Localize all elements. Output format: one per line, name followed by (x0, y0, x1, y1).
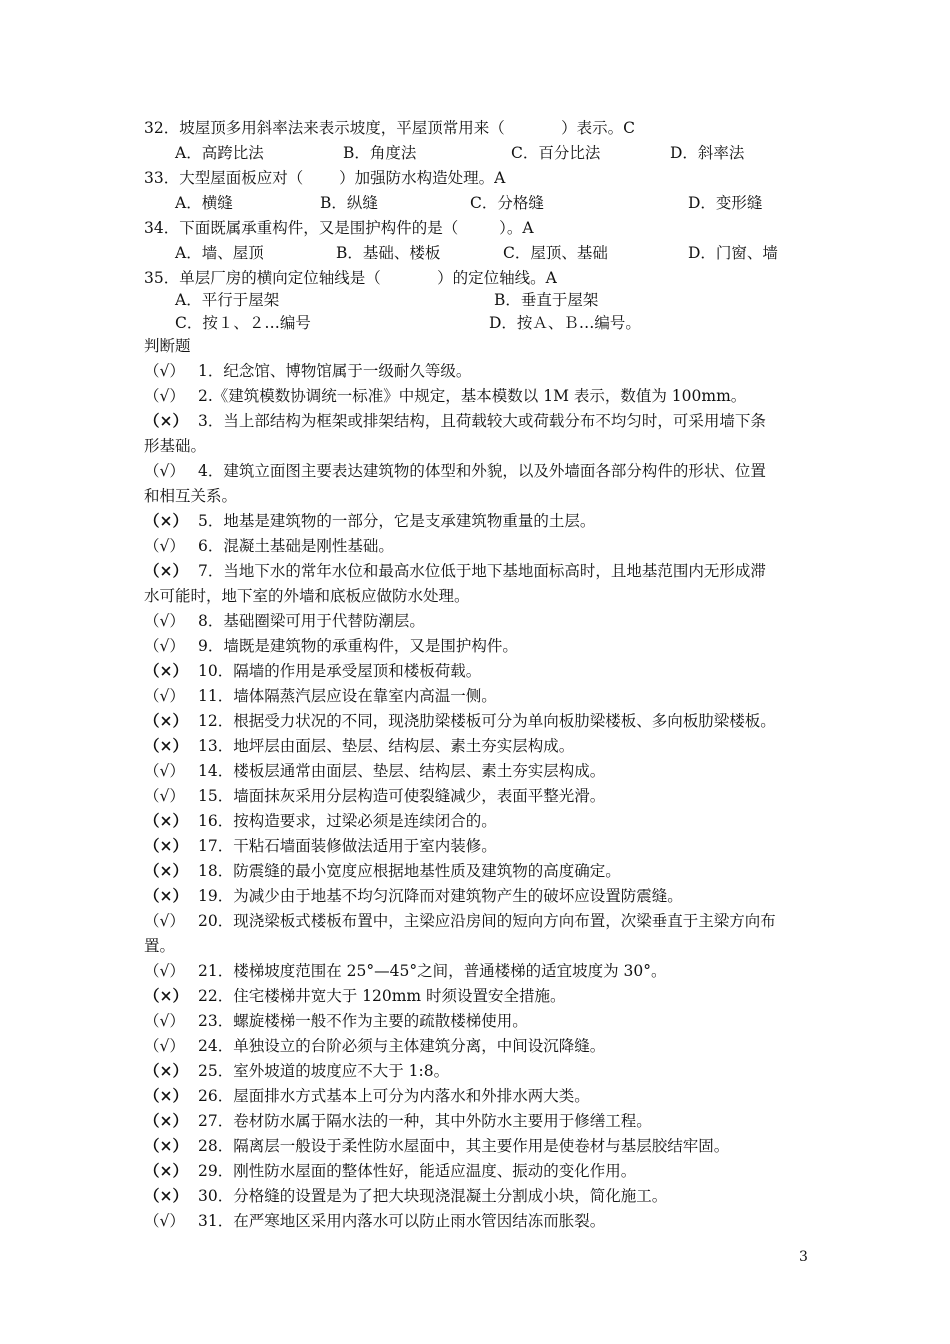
answer-mark: （×） (144, 886, 188, 905)
question-35-option-a: A．平行于屋架 (175, 291, 280, 309)
true-false-item (144, 1086, 590, 1106)
answer-mark: （√） (144, 1012, 185, 1030)
statement-text: 3．当上部结构为框架或排架结构，且荷载较大或荷载分布不均匀时，可采用墙下条 (198, 412, 766, 430)
question-35-option-d: D．按Ａ、Ｂ…编号。 (489, 314, 641, 332)
answer-mark: （×） (144, 1136, 188, 1155)
statement-text: 17．干粘石墙面装修做法适用于室内装修。 (198, 837, 497, 855)
true-false-item (144, 1186, 667, 1206)
true-false-continuation (144, 586, 470, 606)
true-false-item (144, 761, 605, 781)
statement-text: 11．墙体隔蒸汽层应设在靠室内高温一侧。 (198, 687, 497, 705)
section-heading-true-false: 判断题 (144, 337, 191, 355)
answer-mark: （√） (144, 912, 185, 930)
statement-text: 20．现浇梁板式楼板布置中，主梁应沿房间的短向方向布置，次梁垂直于主梁方向布 (198, 912, 776, 930)
statement-text: 31．在严寒地区采用内落水可以防止雨水管因结冻而胀裂。 (198, 1212, 606, 1230)
answer-mark: （√） (144, 362, 185, 380)
statement-text: 24．单独设立的台阶必须与主体建筑分离，中间设沉降缝。 (198, 1037, 606, 1055)
true-false-item (144, 1061, 449, 1081)
question-32-stem: 32．坡屋顶多用斜率法来表示坡度，平屋顶常用来（ ）表示。C (144, 119, 635, 137)
true-false-item (144, 611, 425, 631)
statement-text: 22．住宅楼梯井宽大于 120mm 时须设置安全措施。 (198, 987, 566, 1005)
statement-text: 19．为减少由于地基不均匀沉降而对建筑物产生的破坏应设置防震缝。 (198, 887, 683, 905)
question-35-stem: 35．单层厂房的横向定位轴线是（ ）的定位轴线。A (144, 269, 557, 287)
statement-text: 置。 (144, 937, 176, 955)
answer-mark: （×） (144, 1186, 188, 1205)
answer-mark: （×） (144, 411, 188, 430)
true-false-continuation (144, 486, 237, 506)
answer-mark: （×） (144, 736, 188, 755)
statement-text: 21．楼梯坡度范围在 25°—45°之间，普通楼梯的适宜坡度为 30°。 (198, 962, 667, 980)
answer-mark: （√） (144, 537, 185, 555)
statement-text: 2.《建筑模数协调统一标准》中规定，基本模数以 1M 表示，数值为 100mm。 (198, 387, 747, 405)
true-false-continuation (144, 936, 175, 956)
answer-mark: （×） (144, 561, 188, 580)
statement-text: 12．根据受力状况的不同，现浇肋梁楼板可分为单向板肋梁楼板、多向板肋梁楼板。 (198, 712, 776, 730)
statement-text: 27．卷材防水属于隔水法的一种，其中外防水主要用于修缮工程。 (198, 1112, 652, 1130)
true-false-item (144, 386, 746, 406)
statement-text: 6．混凝土基础是刚性基础。 (198, 537, 394, 555)
answer-mark: （×） (144, 1161, 188, 1180)
question-32-option-a: A．高跨比法 (175, 144, 264, 162)
answer-mark: （×） (144, 511, 188, 530)
question-34-stem: 34．下面既属承重构件，又是围护构件的是（ ）。A (144, 219, 534, 237)
true-false-item (144, 986, 566, 1006)
true-false-item (144, 711, 776, 731)
question-35-option-c: C．按１、２…编号 (175, 314, 311, 332)
true-false-item (144, 961, 667, 981)
answer-mark: （×） (144, 1111, 188, 1130)
true-false-item (144, 636, 518, 656)
answer-mark: （×） (144, 861, 188, 880)
true-false-item (144, 1111, 652, 1131)
statement-text: 和相互关系。 (144, 487, 238, 505)
question-33-stem: 33．大型屋面板应对（ ）加强防水构造处理。A (144, 169, 506, 187)
answer-mark: （×） (144, 1061, 188, 1080)
statement-text: 9．墙既是建筑物的承重构件，又是围护构件。 (198, 637, 518, 655)
true-false-item (144, 811, 497, 831)
statement-text: 水可能时，地下室的外墙和底板应做防水处理。 (144, 587, 470, 605)
answer-mark: （√） (144, 387, 185, 405)
true-false-item (144, 786, 605, 806)
true-false-item (144, 661, 481, 681)
true-false-item (144, 686, 497, 706)
question-34-option-b: B．基础、楼板 (336, 244, 441, 262)
statement-text: 10．隔墙的作用是承受屋顶和楼板荷载。 (198, 662, 482, 680)
question-33-option-d: D．变形缝 (688, 194, 763, 212)
question-35-option-b: B．垂直于屋架 (494, 291, 599, 309)
true-false-item (144, 1136, 729, 1156)
answer-mark: （×） (144, 836, 188, 855)
answer-mark: （√） (144, 1037, 185, 1055)
true-false-item (144, 886, 683, 906)
question-32-option-c: C．百分比法 (511, 144, 601, 162)
statement-text: 4．建筑立面图主要表达建筑物的体型和外貌，以及外墙面各部分构件的形状、位置 (198, 462, 766, 480)
true-false-item (144, 1161, 636, 1181)
statement-text: 1．纪念馆、博物馆属于一级耐久等级。 (198, 362, 472, 380)
statement-text: 28．隔离层一般设于柔性防水屋面中，其主要作用是使卷材与基层胶结牢固。 (198, 1137, 730, 1155)
true-false-item (144, 836, 497, 856)
question-33-option-b: B．纵缝 (320, 194, 378, 212)
true-false-item (144, 561, 766, 581)
answer-mark: （√） (144, 787, 185, 805)
page-number: 3 (799, 1249, 808, 1265)
statement-text: 30．分格缝的设置是为了把大块现浇混凝土分割成小块，简化施工。 (198, 1187, 668, 1205)
statement-text: 13．地坪层由面层、垫层、结构层、素土夯实层构成。 (198, 737, 575, 755)
statement-text: 7．当地下水的常年水位和最高水位低于地下基地面标高时，且地基范围内无形成滞 (198, 562, 766, 580)
answer-mark: （√） (144, 687, 185, 705)
question-33-option-a: A．横缝 (175, 194, 233, 212)
statement-text: 15．墙面抹灰采用分层构造可使裂缝减少，表面平整光滑。 (198, 787, 606, 805)
true-false-item (144, 1211, 605, 1231)
question-32-option-d: D．斜率法 (670, 144, 745, 162)
answer-mark: （×） (144, 1086, 188, 1105)
true-false-item (144, 736, 574, 756)
statement-text: 16．按构造要求，过梁必须是连续闭合的。 (198, 812, 497, 830)
question-34-option-d: D．门窗、墙 (688, 244, 778, 262)
answer-mark: （√） (144, 462, 185, 480)
true-false-item (144, 536, 394, 556)
answer-mark: （√） (144, 637, 185, 655)
statement-text: 18．防震缝的最小宽度应根据地基性质及建筑物的高度确定。 (198, 862, 621, 880)
answer-mark: （×） (144, 986, 188, 1005)
true-false-continuation (144, 436, 206, 456)
question-33-option-c: C．分格缝 (470, 194, 544, 212)
answer-mark: （×） (144, 811, 188, 830)
true-false-item (144, 511, 595, 531)
true-false-item (144, 411, 766, 431)
statement-text: 23．螺旋楼梯一般不作为主要的疏散楼梯使用。 (198, 1012, 528, 1030)
statement-text: 8．基础圈梁可用于代替防潮层。 (198, 612, 425, 630)
true-false-item (144, 861, 621, 881)
answer-mark: （×） (144, 711, 188, 730)
statement-text: 25．室外坡道的坡度应不大于 1:8。 (198, 1062, 450, 1080)
true-false-item (144, 361, 471, 381)
answer-mark: （√） (144, 962, 185, 980)
answer-mark: （×） (144, 661, 188, 680)
statement-text: 5．地基是建筑物的一部分，它是支承建筑物重量的土层。 (198, 512, 596, 530)
answer-mark: （√） (144, 762, 185, 780)
statement-text: 26．屋面排水方式基本上可分为内落水和外排水两大类。 (198, 1087, 590, 1105)
question-34-option-c: C．屋顶、基础 (503, 244, 608, 262)
true-false-item (144, 1011, 528, 1031)
statement-text: 14．楼板层通常由面层、垫层、结构层、素土夯实层构成。 (198, 762, 606, 780)
statement-text: 形基础。 (144, 437, 207, 455)
true-false-item (144, 461, 766, 481)
question-32-option-b: B．角度法 (343, 144, 417, 162)
true-false-item (144, 1036, 605, 1056)
true-false-item (144, 911, 776, 931)
answer-mark: （√） (144, 1212, 185, 1230)
question-34-option-a: A．墙、屋顶 (175, 244, 264, 262)
statement-text: 29．刚性防水屋面的整体性好，能适应温度、振动的变化作用。 (198, 1162, 637, 1180)
answer-mark: （√） (144, 612, 185, 630)
